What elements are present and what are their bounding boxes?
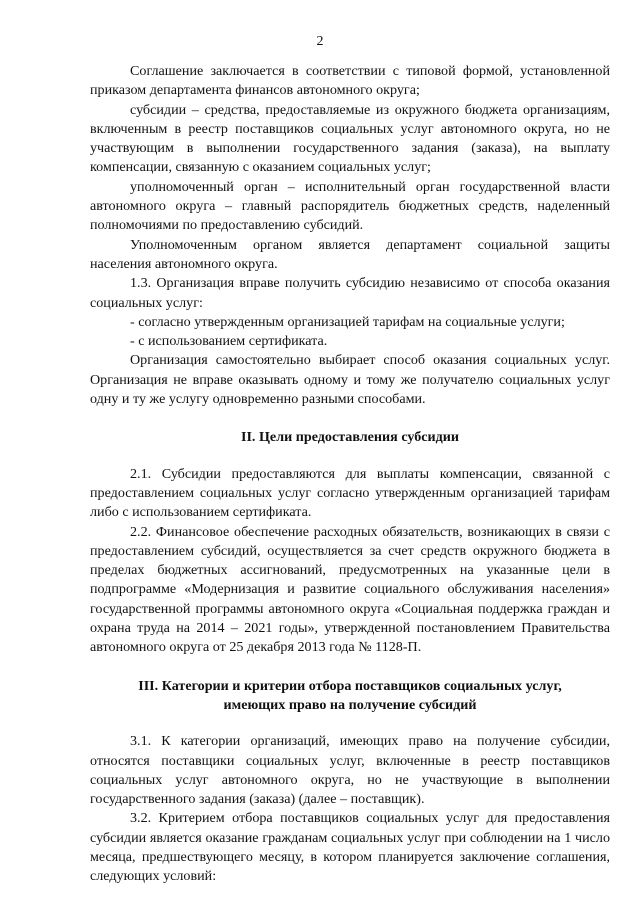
list-item-certificate: - с использованием сертификата. [130, 333, 328, 350]
document-body [90, 62, 610, 887]
section-2-heading: II. Цели предоставления субсидии [240, 429, 460, 446]
list-item-tariffs: - согласно утвержденным организацией тарифам на социальные услуги; [130, 313, 565, 330]
page-number: 2 [316, 34, 324, 49]
section-3-heading-line1: III. Категории и критерии отбора поставщиков социальных услуг, [138, 677, 562, 694]
paragraph-2-2: 2.2. Финансовое обеспечение расходных обязательств, возникающих в связи с предоставлением субсидий, осуществляется за счет средств окружного бюджета в пределах бюджетных ассигнований, предусмотренных на указанные цели в подпрограмме «Модернизация и развитие социального обслуживания населения» государственной программы автономного округа «Социальная поддержка граждан и охрана труда на 2014 – 2021 годы», утвержденной постановлением Правительства автономного округа от 25 декабря 2013 года № 1128-П. [90, 523, 610, 656]
paragraph-method-choice: Организация самостоятельно выбирает способ оказания социальных услуг. Организация не вправе оказывать одному и тому же получателю социальных услуг одну и ту же услугу одновременно разными способами. [90, 352, 610, 408]
paragraph-2-1: 2.1. Субсидии предоставляются для выплаты компенсации, связанной с предоставлением социальных услуг согласно утвержденным организацией тарифам либо с использованием сертификата. [90, 465, 610, 521]
paragraph-subsidy-definition: субсидии – средства, предоставляемые из окружного бюджета организациям, включенным в реестр поставщиков социальных услуг автономного округа, но не участвующим в выполнении государственного задания (заказа), на выплату компенсации, связанную с оказанием социальных услуг; [90, 101, 610, 176]
paragraph-authorized-body: Уполномоченным органом является департамент социальной защиты населения автономного округа. [90, 236, 610, 272]
paragraph-agreement: Соглашение заключается в соответствии с типовой формой, установленной приказом департамента финансов автономного округа; [90, 63, 610, 99]
paragraph-authorized-body-definition: уполномоченный орган – исполнительный орган государственной власти автономного округа – главный распорядитель бюджетных средств, наделенный полномочиями по предоставлению субсидий. [90, 178, 610, 234]
section-3-heading [90, 677, 610, 716]
paragraph-3-2: 3.2. Критерием отбора поставщиков социальных услуг для предоставления субсидии является оказание гражданам социальных услуг при соблюдении на 1 число месяца, предшествующего месяцу, в котором планируется заключение соглашения, следующих условий: [90, 810, 610, 885]
paragraph-1-3: 1.3. Организация вправе получить субсидию независимо от способа оказания социальных услуг: [90, 275, 610, 311]
paragraph-3-1: 3.1. К категории организаций, имеющих право на получение субсидии, относятся поставщики социальных услуг, включенные в реестр поставщиков социальных услуг автономного округа, но не участвующие в выполнении государственного задания (заказа) (далее – поставщик). [90, 733, 610, 808]
section-3-heading-line2: имеющих право на получение субсидий [223, 696, 477, 713]
